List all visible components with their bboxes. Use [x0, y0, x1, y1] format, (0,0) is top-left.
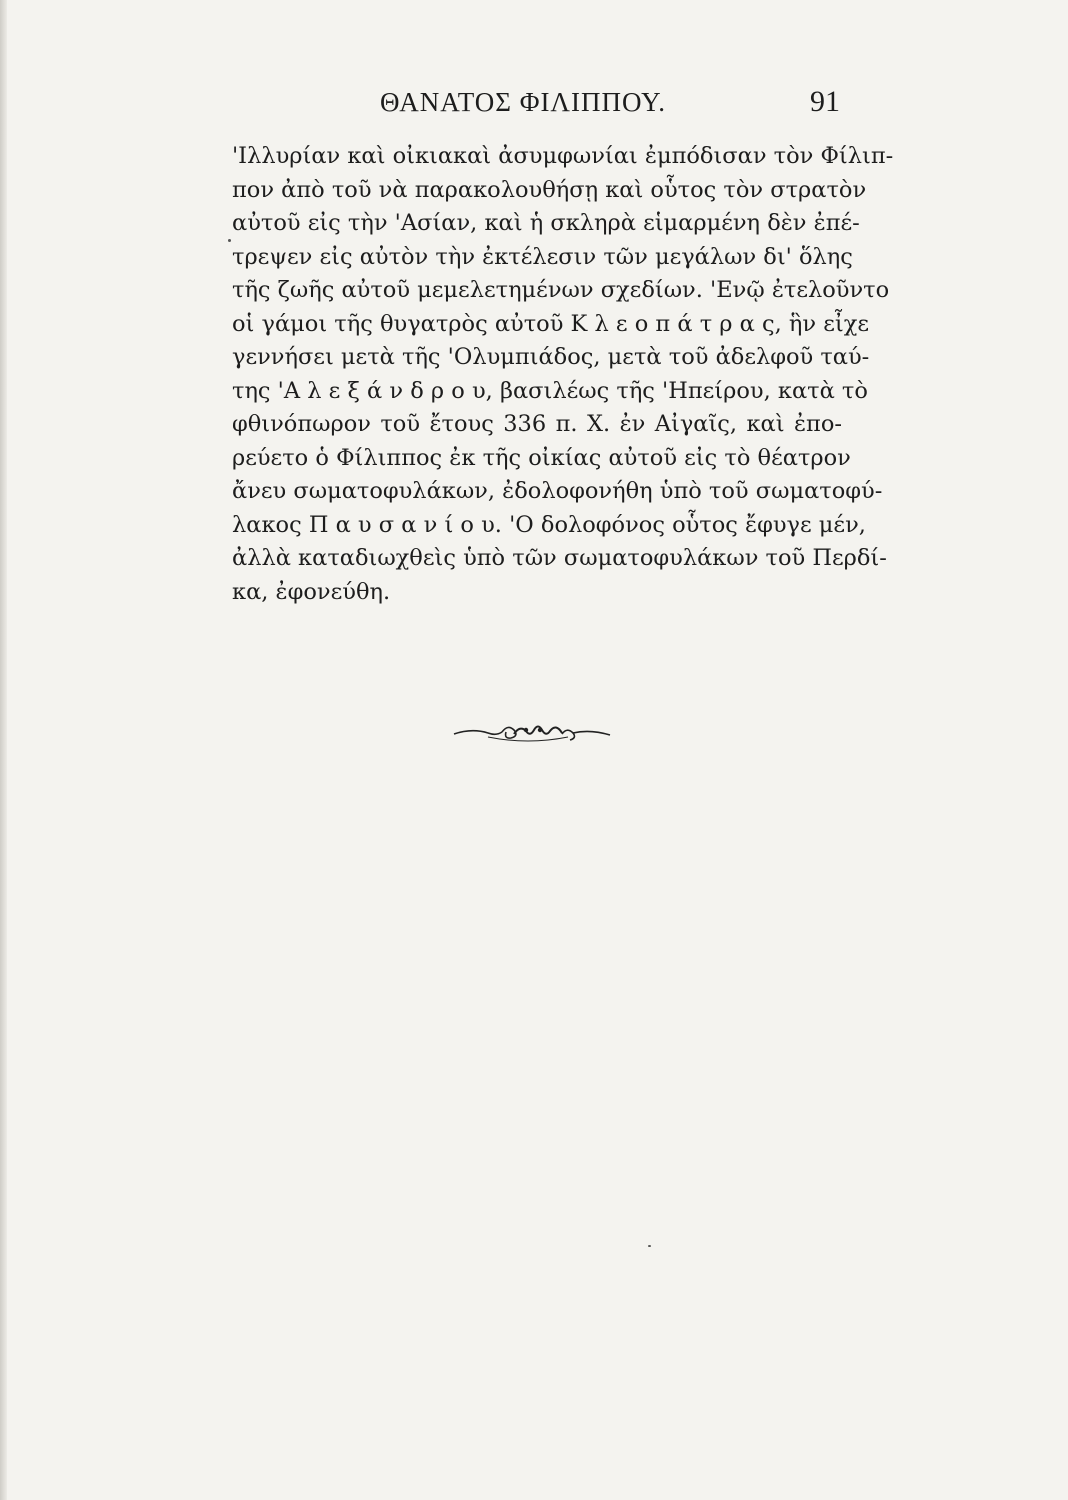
text-line: φθινόπωρον τοῦ ἔτους 336 π. Χ. ἐν Αἰγαῖς, καὶ ἐπο- — [232, 411, 842, 437]
page-number: 91 — [810, 85, 840, 118]
text-line: ρεύετο ὁ Φίλιππος ἐκ τῆς οἰκίας αὐτοῦ εἰς τὸ θέατρον — [232, 444, 851, 471]
ornament-flourish-icon — [452, 718, 612, 748]
text-line: αὐτοῦ εἰς τὴν 'Ασίαν, καὶ ἡ σκληρὰ εἱμαρμένη δὲν ἐπέ- — [232, 210, 860, 236]
text-line: της 'Α λ ε ξ ά ν δ ρ ο υ, βασιλέως τῆς 'Ηπείρου, κατὰ τὸ — [232, 377, 868, 404]
paper-speck — [228, 239, 231, 242]
text-line: 'Ιλλυρίαν καὶ οἰκιακαὶ ἀσυμφωνίαι ἐμπόδισαν τὸν Φίλιπ- — [232, 143, 894, 169]
paper-speck — [648, 1245, 651, 1247]
ornament-divider — [452, 718, 612, 748]
text-line: τρεψεν εἰς αὐτὸν τὴν ἐκτέλεσιν τῶν μεγάλων δι' ὅλης — [232, 243, 853, 270]
text-line: κα, ἐφονεύθη. — [232, 578, 391, 605]
text-line: λακος Π α υ σ α ν ί ο υ. 'Ο δολοφόνος οὗτος ἔφυγε μέν, — [232, 511, 866, 538]
text-line: πον ἀπὸ τοῦ νὰ παρακολουθήσῃ καὶ οὗτος τὸν στρατὸν — [232, 176, 867, 203]
running-title: ΘΑΝΑΤΟΣ ΦΙΛΙΠΠΟΥ. — [380, 87, 667, 117]
text-line: οἱ γάμοι τῆς θυγατρὸς αὐτοῦ Κ λ ε ο π ά τ ρ α ς, ἣν εἶχε — [232, 310, 869, 337]
page-edge — [0, 0, 7, 1500]
text-line: ἄνευ σωματοφυλάκων, ἐδολοφονήθη ὑπὸ τοῦ σωματοφύ- — [232, 478, 883, 504]
page-header — [292, 82, 840, 122]
text-line: ἀλλὰ καταδιωχθεὶς ὑπὸ τῶν σωματοφυλάκων τοῦ Περδί- — [232, 545, 887, 571]
text-line: γεννήσει μετὰ τῆς 'Ολυμπιάδος, μετὰ τοῦ ἀδελφοῦ ταύ- — [232, 344, 870, 370]
text-line: τῆς ζωῆς αὐτοῦ μεμελετημένων σχεδίων. 'Ενῷ ἐτελοῦντο — [232, 277, 890, 303]
body-paragraph — [232, 140, 894, 609]
